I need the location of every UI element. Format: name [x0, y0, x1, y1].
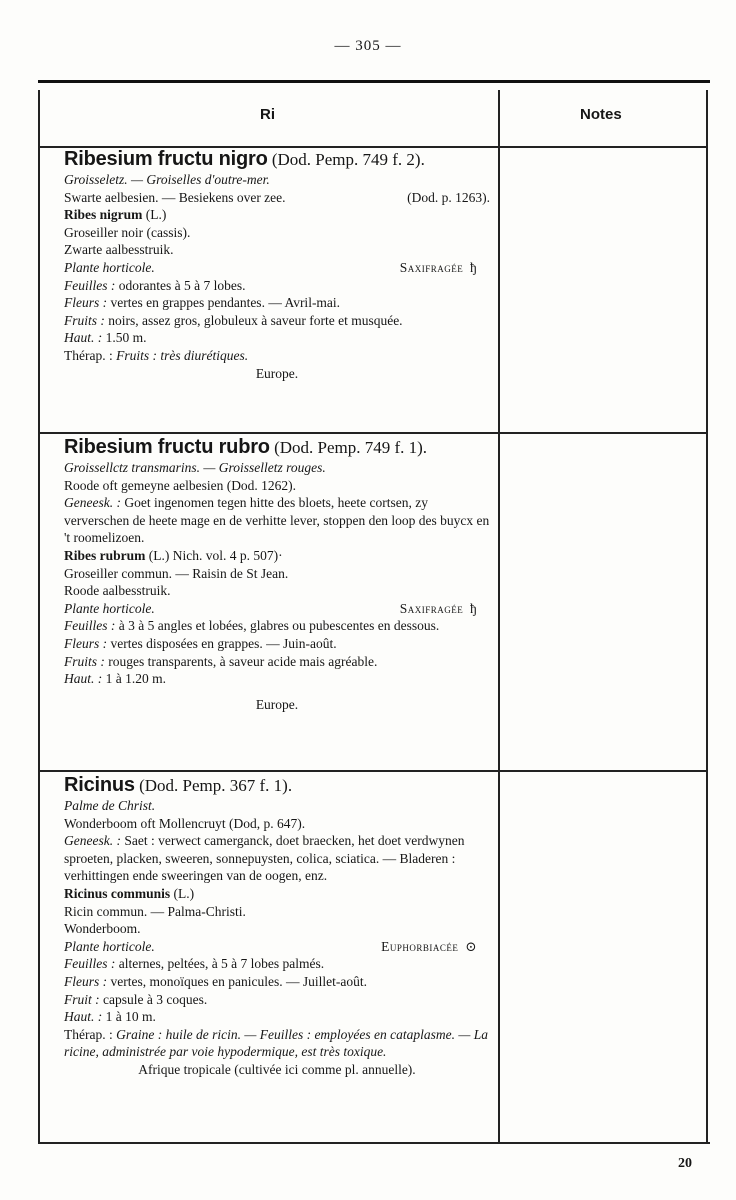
haut-line: [64, 329, 490, 347]
family-tag: [400, 600, 490, 618]
region-line: Afrique tropicale (cultivée ici comme pl. annuelle).: [138, 1061, 416, 1077]
feuilles-line: [64, 277, 490, 295]
latin-name: [64, 206, 490, 224]
fleurs-line: [64, 294, 490, 312]
entry-line: Groissellctz transmarins. — Groisselletz rouges.: [64, 460, 326, 475]
haut-text: 1 à 10 m.: [105, 1009, 156, 1025]
entry-line: [64, 189, 490, 207]
fleurs-line: [64, 635, 490, 653]
feuilles-label: Feuilles :: [64, 277, 116, 293]
entry-line: Roode oft gemeyne aelbesien (Dod. 1262).: [64, 477, 297, 493]
entry-title: [64, 436, 490, 459]
haut-line: [64, 670, 490, 688]
geneesk-label: Geneesk. :: [64, 495, 121, 511]
fleurs-label: Fleurs :: [64, 973, 108, 989]
notes-column-header: Notes: [580, 106, 622, 123]
entry-title-name: Ribesium fructu nigro: [64, 148, 268, 170]
entry-title: [64, 774, 490, 797]
latin-binomial: Ricinus communis: [64, 885, 171, 901]
entry-line: Ricin commun. — Palma-Christi.: [64, 903, 246, 919]
feuilles-label: Feuilles :: [64, 956, 116, 972]
feuilles-text: odorantes à 5 à 7 lobes.: [118, 277, 246, 293]
entry-line: Wonderboom oft Mollencruyt (Dod, p. 647).: [64, 815, 306, 831]
family-tag: [381, 938, 490, 956]
fruits-label: Fruits :: [64, 312, 105, 328]
notes-column: [498, 90, 708, 1144]
family-tag: [400, 259, 490, 277]
entry-line-text: Swarte aelbesien. — Besiekens over zee.: [64, 189, 286, 205]
notes-divider: [498, 432, 706, 434]
entry-ribesium-nigro: [64, 148, 490, 382]
haut-text: 1 à 1.20 m.: [105, 671, 166, 687]
feuilles-line: [64, 617, 490, 635]
family-name: Euphorbiacée: [381, 938, 459, 954]
feuilles-text: alternes, peltées, à 5 à 7 lobes palmés.: [118, 956, 325, 972]
plante-label: Plante horticole.: [64, 259, 155, 275]
feuilles-line: [64, 955, 490, 973]
plante-label: Plante horticole.: [64, 600, 155, 616]
ri-column: [38, 90, 500, 1144]
entry-divider: [40, 770, 498, 772]
table-top-rule: [38, 80, 710, 83]
fleurs-label: Fleurs :: [64, 635, 108, 651]
annual-symbol-icon: ⊙: [465, 938, 477, 954]
therap-text: Fruits : très diurétiques.: [116, 347, 249, 363]
fleurs-line: [64, 973, 490, 991]
entry-title-ref: (Dod. Pemp. 749 f. 2).: [271, 150, 425, 169]
fruits-label: Fruits :: [64, 653, 105, 669]
latin-name: [64, 885, 490, 903]
latin-binomial: Ribes rubrum: [64, 547, 146, 563]
entry-title: [64, 148, 490, 171]
entry-line: Wonderboom.: [64, 921, 141, 937]
fruits-text: rouges transparents, à saveur acide mais agréable.: [108, 653, 378, 669]
latin-binomial: Ribes nigrum: [64, 207, 143, 223]
plante-line: [64, 600, 490, 618]
feuilles-text: à 3 à 5 angles et lobées, glabres ou pubescentes en dessous.: [118, 618, 440, 634]
plante-line: [64, 259, 490, 277]
entry-line: Groisseletz. — Groiselles d'outre-mer.: [64, 172, 270, 187]
haut-label: Haut. :: [64, 330, 103, 346]
entry-line-ref: (Dod. p. 1263).: [407, 189, 490, 205]
entry-divider: [40, 432, 498, 434]
therap-line: [64, 347, 490, 365]
fruits-text: noirs, assez gros, globuleux à saveur forte et musquée.: [108, 312, 403, 328]
geneesk-text: Goet ingenomen tegen hitte des bloets, heete cortsen, zy ververschen de heete mage en de verhitte lever, stoppen den loop des buycx en 't roomelizoen.: [64, 495, 490, 546]
fleurs-text: vertes disposées en grappes. — Juin-août.: [110, 635, 337, 651]
therap-text: Graine : huile de ricin. — Feuilles : employées en cataplasme. — La ricine, administrée par voie hypodermique, est très toxique.: [64, 1026, 489, 1060]
entry-ribesium-rubro: [64, 436, 490, 713]
therap-label: Thérap. :: [64, 1026, 113, 1042]
entry-ricinus: [64, 774, 490, 1079]
notes-divider: [498, 770, 706, 772]
latin-authority: (L.): [173, 885, 195, 901]
fleurs-label: Fleurs :: [64, 295, 108, 311]
family-name: Saxifragée: [399, 259, 464, 275]
therap-label: Thérap. :: [64, 347, 113, 363]
latin-name: [64, 547, 490, 565]
latin-authority: (L.): [145, 207, 167, 223]
entry-line: Zwarte aalbesstruik.: [64, 242, 174, 258]
entry-line: Palme de Christ.: [64, 798, 156, 813]
plante-line: [64, 938, 490, 956]
fruits-line: [64, 653, 490, 671]
entry-line: Groseiller noir (cassis).: [64, 224, 191, 240]
page-number: — 305 —: [334, 38, 402, 54]
entry-title-name: Ricinus: [64, 774, 135, 796]
haut-label: Haut. :: [64, 1009, 103, 1025]
latin-authority: (L.) Nich. vol. 4 p. 507)·: [148, 547, 283, 563]
entry-title-ref: (Dod. Pemp. 749 f. 1).: [274, 438, 428, 457]
shrub-symbol-icon: ђ: [469, 259, 477, 275]
plante-label: Plante horticole.: [64, 938, 155, 954]
geneesk-line: [64, 494, 490, 547]
haut-label: Haut. :: [64, 671, 103, 687]
fruits-line: [64, 312, 490, 330]
species-table: [38, 80, 708, 1144]
feuilles-label: Feuilles :: [64, 618, 116, 634]
fleurs-text: vertes en grappes pendantes. — Avril-mai.: [110, 295, 341, 311]
geneesk-text: Saet : verwect camerganck, doet braecken, het doet verdwynen sproeten, placken, sweeren, sonnepuysten, colica, sciatica. — Bladeren : verhittingen ende sweeringen van de oogen, enz.: [64, 833, 465, 884]
notes-header-divider: [498, 146, 706, 148]
haut-line: [64, 1008, 490, 1026]
fruit-line: [64, 991, 490, 1009]
geneesk-label: Geneesk. :: [64, 833, 121, 849]
ri-column-header: Ri: [260, 106, 275, 123]
fruit-text: capsule à 3 coques.: [103, 991, 208, 1007]
family-name: Saxifragée: [399, 600, 464, 616]
geneesk-line: [64, 832, 490, 885]
entry-line: Roode aalbesstruik.: [64, 583, 171, 599]
signature-number: 20: [678, 1156, 692, 1171]
region-line: Europe.: [255, 365, 299, 381]
entry-title-name: Ribesium fructu rubro: [64, 436, 270, 458]
region-line: Europe.: [255, 696, 299, 712]
shrub-symbol-icon: ђ: [469, 600, 477, 616]
fruit-label: Fruit :: [64, 991, 100, 1007]
fleurs-text: vertes, monoïques en panicules. — Juillet-août.: [110, 973, 367, 989]
table-bottom-rule: [38, 1142, 710, 1144]
haut-text: 1.50 m.: [105, 330, 147, 346]
entry-line: Groseiller commun. — Raisin de St Jean.: [64, 565, 289, 581]
therap-line: [64, 1026, 490, 1061]
entry-title-ref: (Dod. Pemp. 367 f. 1).: [139, 776, 293, 795]
